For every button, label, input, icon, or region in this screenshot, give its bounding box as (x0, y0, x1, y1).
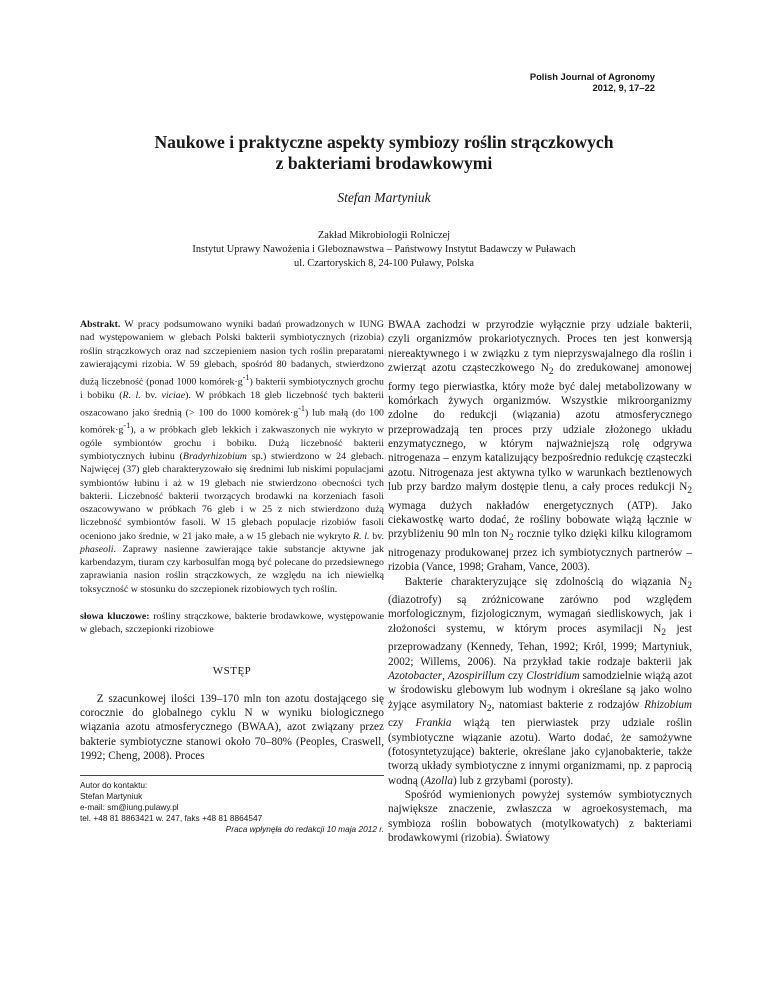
body-text: do zredukowanej amonowej formy tego pierwiastka, który może być dalej metabolizowany w komórkach żywych organizmów. Wszystkie mikroorganizmy zdolne do redukcji (wiązania) azotu atmosferycznego przeprowadzają ten proces przy udziale złożonego układu enzymatycznego, w którym najważniejszą rolę odgrywa nitrogenaza – enzym katalizujący bezpośrednio redukcję cząsteczki azotu. Nitrogenaza jest aktywna tylko w warunkach beztlenowych lub przy bardzo małym dostępie tlenu, a cały proces redukcji N (388, 362, 692, 494)
affiliation-line1: Zakład Mikrobiologii Rolniczej (317, 230, 451, 241)
journal-header (530, 71, 655, 93)
keywords-text: rośliny strączkowe, bakterie brodawkowe, występowanie w glebach, szczepionki rizobiowe (80, 610, 384, 636)
subscript: 2 (687, 486, 692, 497)
superscript: -1 (123, 421, 131, 431)
affiliation-line3: ul. Czartoryskich 8, 24-100 Puławy, Polska (294, 258, 474, 269)
body-text: Bakterie charakteryzujące się zdolnością do wiązania N (404, 575, 688, 588)
body-text: , (442, 670, 448, 683)
superscript: -1 (242, 373, 250, 382)
taxon-name: Frankia (415, 717, 452, 730)
intro-paragraph: Z szacunkowej ilości 139–170 mln ton azotu dostającego się corocznie do globalnego cyklu N w wyniku biologicznego wiązania azotu atmosferycznego (BWAA), azot związany przez bakterie symbiotyczne stanowi około 70–80% (Peoples, Craswell, 1992; Cheng, 2008). Proces (80, 692, 384, 762)
body-text: czy (388, 717, 416, 730)
paper-title (100, 132, 668, 174)
author-name: Stefan Martyniuk (337, 190, 431, 205)
affiliation-line2: Instytut Uprawy Nawożenia i Gleboznawstwa – Państwowy Instytut Badawczy w Puławach (192, 244, 576, 255)
taxon-name: Bradyrhizobium (182, 451, 247, 463)
received-date: Praca wpłynęła do redakcji 10 maja 2012 r. (225, 824, 384, 835)
body-text: jest przeprowadzany (Kennedy, Tehan, 1992; Król, 1999; Martyniuk, 2002; Willems, 2006). Na przykład takie rodzaje bakterii jak (388, 622, 692, 668)
journal-citation: 2012, 9, 17–22 (592, 82, 655, 93)
abstract-text: ) bakterii symbiotycznych grochu i bobiku ( (80, 376, 384, 401)
subscript: 2 (548, 367, 554, 378)
body-text: (diazotrofy) są zróżnicowane zarówno pod względem morfologicznym, fizjologicznym, wymagań siedliskowych, jak i złożoności systemu, w którym proces asymilacji N (388, 594, 692, 635)
body-text: wymaga dużych nakładów energetycznych (ATP). Jako ciekawostkę warto dodać, że rośliny bobowate wiążą łącznie w przybliżeniu 90 mln ton N (388, 499, 692, 541)
contact-email: e-mail: sm@iung.pulawy.pl (80, 802, 179, 813)
body-paragraph (388, 318, 692, 575)
taxon-name: Azotobacter (388, 670, 443, 683)
body-text: samodzielnie wiążą azot w środowisku glebowym lub wodnym i określane są jako wolno żyjące asymilatory N (388, 670, 692, 711)
subscript: 2 (661, 628, 667, 639)
abstract-text: W pracy podsumowano wyniki badań prowadzonych w IUNG nad występowaniem w glebach Polski bakterii symbiotycznych (rizobia) roślin strączkowych oraz nad szczepieniem nasion tych roślin preparatami zawierającymi rizobia. W 59 glebach, spośród 80 badanych, stwierdzono dużą liczebność (ponad 1000 komórek·g (80, 319, 384, 388)
contact-name: Stefan Martyniuk (80, 791, 143, 802)
body-text: , natomiast bakterie z rodzajów (491, 698, 645, 711)
taxon-name: R. l. (353, 530, 370, 542)
right-column (388, 318, 692, 845)
abstract-text: sp.) stwierdzono w 24 glebach. Najwięcej (37) gleb charakteryzowało się średnimi lub niskimi populacjami symbiontów łubinu i aż w 19 glebach nie stwierdzono obecności tych bakterii. Liczebność bakterii tworzących brodawki na korzeniach fasoli oszacowywano w próbkach 76 gleb i w 25 z nich stwierdzono dużą liczebność symbiontów fasoli. W 15 glebach populacje rizobiów fasoli oceniono jako średnie, w 21 jako małe, a w 15 glebach nie wykryto (80, 451, 385, 542)
taxon-name: Clostridium (526, 670, 580, 683)
abstract-text: bv. (369, 530, 384, 542)
body-paragraph: Spośród wymienionych powyżej systemów symbiotycznych największe znaczenie, zwłaszcza w agroekosystemach, ma symbioza roślin bobowatych (motylkowatych) z bakteriami brodawkowymi (rizobia). Światowy (388, 789, 692, 845)
contact-label: Autor do kontaktu: (80, 780, 148, 791)
subscript: 2 (687, 580, 692, 591)
taxon-name: R. l. (122, 389, 141, 401)
body-paragraph (388, 575, 692, 789)
abstract-label: Abstrakt. (80, 319, 121, 330)
taxon-name: phaseoli (80, 543, 114, 555)
taxon-name: Azospirillum (447, 670, 505, 683)
body-text: BWAA zachodzi w przyrodzie wyłącznie przy udziale bakterii, czyli organizmów prokariotycznych. Proces ten jest konwersją niereaktywnego i w związku z tym nieprzyswajalnego dla roślin i zwierząt azotu cząsteczkowego N (388, 319, 692, 375)
contact-box (80, 775, 384, 835)
subscript: 2 (508, 533, 514, 544)
paper-title-line2: z bakteriami brodawkowymi (275, 153, 493, 173)
journal-name: Polish Journal of Agronomy (529, 71, 655, 82)
abstract-text: ). W próbkach 18 gleb liczebność tych bakterii oszacowano jako średnią (> 100 do 1000 komórek·g (80, 389, 385, 419)
contact-phone: tel. +48 81 8863421 w. 247, faks +48 81 8864547 (80, 813, 263, 824)
abstract-text: ) lub małą (do 100 komórek·g (80, 407, 384, 436)
paper-title-line1: Naukowe i praktyczne aspekty symbiozy roślin strączkowych (154, 132, 614, 152)
abstract-text: . Zaprawy nasienne zawierające takie substancje aktywne jak karbendazym, tiuram czy karbosulfan mogą być polecane do przedsiewnego zaprawiania nasion roślin strączkowych, ze względu na ich niewielką toksyczność w stosunku do szczepionek rizobiowych tych roślin. (80, 543, 384, 595)
body-text: wiążą ten pierwiastek przy udziale roślin (symbiotyczne wiązanie azotu). Warto dodać, że samożywne (fotosyntetyzujące) bakterie, określane jako cyjanobakterie, także tworzą układy symbiotyczne z innymi organizmami, np. z paprocią wodną ( (388, 717, 692, 787)
abstract-text: ), a w próbkach gleb lekkich i zakwaszonych nie wykryto w ogóle symbiontów grochu i bobiku. Dużą liczebność bakterii symbiotycznych łubinu ( (80, 424, 384, 463)
superscript: -1 (298, 403, 306, 413)
keywords (80, 610, 384, 637)
body-text: ) lub z grzybami (porosty). (452, 774, 574, 787)
taxon-name: Azolla (424, 774, 453, 787)
left-column (80, 318, 384, 835)
taxon-name: viciae (161, 389, 186, 401)
abstract-text: bv. (140, 389, 162, 401)
section-heading: WSTĘP (212, 665, 252, 678)
body-text: rocznie tylko dzięki kilku kilogramom nitrogenazy produkowanej przez ich symbiotycznych partnerów – rizobia (Vance, 1998; Graham, Vance, 2003). (388, 528, 692, 574)
subscript: 2 (486, 704, 492, 714)
abstract (80, 318, 384, 596)
taxon-name: Rhizobium (644, 698, 692, 711)
affiliation (100, 229, 668, 271)
keywords-label: słowa kluczowe: (80, 610, 150, 622)
body-text: czy (504, 670, 527, 683)
